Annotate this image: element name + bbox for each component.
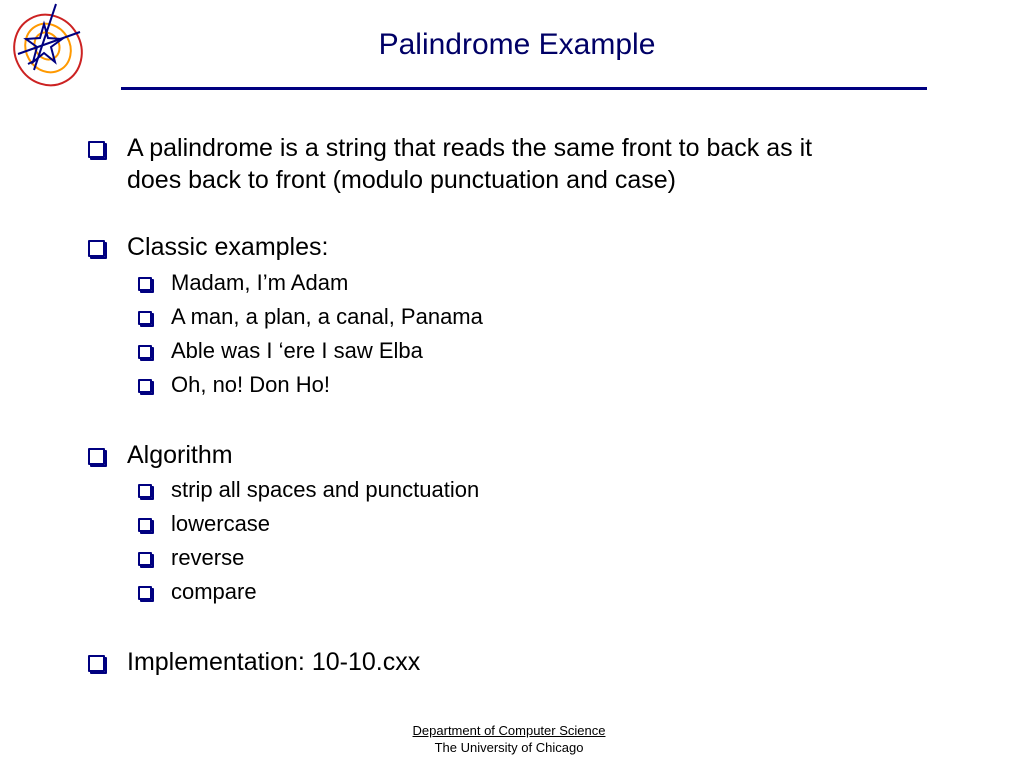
square-bullet-icon xyxy=(138,552,152,566)
bullet-classic-examples xyxy=(88,231,328,263)
square-bullet-icon xyxy=(88,655,105,672)
square-bullet-icon xyxy=(88,448,105,465)
square-bullet-icon xyxy=(138,518,152,532)
square-bullet-icon xyxy=(88,141,105,158)
list-item xyxy=(138,303,483,331)
classic-example-4: Oh, no! Don Ho! xyxy=(171,372,330,397)
bullet-implementation xyxy=(88,646,420,678)
university-name: The University of Chicago xyxy=(434,740,584,755)
algorithm-step-3: reverse xyxy=(171,545,245,570)
implementation-label: Implementation: 10-10.cxx xyxy=(127,648,421,676)
slide-title: Palindrome Example xyxy=(378,28,656,61)
classic-example-1: Madam, I’m Adam xyxy=(171,270,349,295)
algorithm-step-4: compare xyxy=(171,579,257,604)
square-bullet-icon xyxy=(138,311,152,325)
square-bullet-icon xyxy=(138,277,152,291)
square-bullet-icon xyxy=(88,240,105,257)
bullet-definition xyxy=(88,132,812,196)
slide-footer xyxy=(0,722,1018,756)
algorithm-step-1: strip all spaces and punctuation xyxy=(171,477,480,502)
department-link[interactable]: Department of Computer Science xyxy=(412,723,606,738)
list-item xyxy=(138,269,348,297)
title-divider xyxy=(121,87,927,90)
algorithm-label: Algorithm xyxy=(127,441,233,469)
list-item xyxy=(138,476,479,504)
list-item xyxy=(138,337,423,365)
algorithm-step-2: lowercase xyxy=(171,511,271,536)
definition-line-2: does back to front (modulo punctuation and case) xyxy=(127,166,676,194)
classic-examples-label: Classic examples: xyxy=(127,233,329,261)
classic-example-3: Able was I ‘ere I saw Elba xyxy=(171,338,423,363)
list-item xyxy=(138,544,244,572)
square-bullet-icon xyxy=(138,586,152,600)
list-item xyxy=(138,371,330,399)
square-bullet-icon xyxy=(138,379,152,393)
list-item xyxy=(138,510,270,538)
bullet-algorithm xyxy=(88,439,233,471)
square-bullet-icon xyxy=(138,345,152,359)
square-bullet-icon xyxy=(138,484,152,498)
definition-line-1: A palindrome is a string that reads the same front to back as it xyxy=(127,134,813,162)
list-item xyxy=(138,578,257,606)
classic-example-2: A man, a plan, a canal, Panama xyxy=(171,304,483,329)
